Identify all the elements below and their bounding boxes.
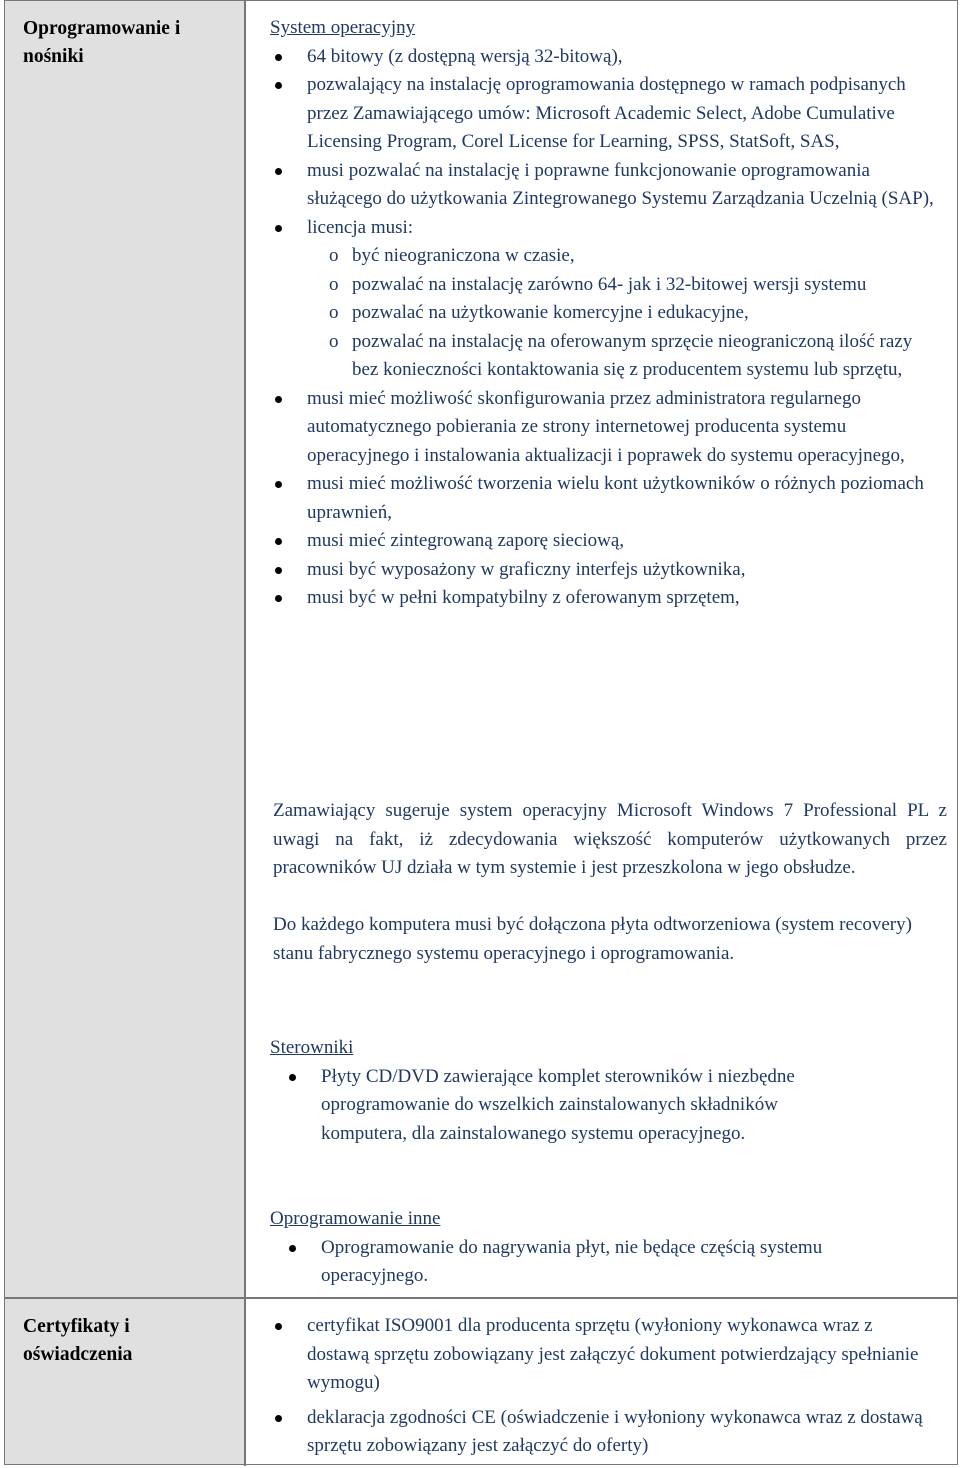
row-divider <box>4 1297 958 1299</box>
certificates-section <box>270 1312 925 1461</box>
list-item: Płyty CD/DVD zawierające komplet sterowników i niezbędne oprogramowanie do wszelkich zainstalowanych składników komputera, dla zainstalowanego systemu operacyjnego. <box>284 1063 870 1149</box>
certificates-list <box>270 1312 925 1461</box>
list-item: Oprogramowanie do nagrywania płyt, nie będące częścią systemu operacyjnego. <box>284 1234 910 1291</box>
drivers-heading: Sterowniki <box>270 1037 354 1058</box>
os-section <box>270 14 934 613</box>
sub-list-item: o pozwalać na instalację na oferowanym sprzęcie nieograniczoną ilość razy bez konieczności kontaktowania się z producentem systemu lub sprzętu, <box>329 330 913 380</box>
sub-list-item: o być nieograniczona w czasie, <box>329 245 575 266</box>
other-software-list <box>284 1234 910 1291</box>
list-item: musi być w pełni kompatybilny z oferowanym sprzętem, <box>270 584 934 613</box>
sub-list-item: o pozwalać na użytkowanie komercyjne i edukacyjne, <box>329 302 749 323</box>
sub-list-item: o pozwalać na instalację zarówno 64- jak i 32-bitowej wersji systemu <box>329 273 867 295</box>
os-recommendation-paragraph: Zamawiający sugeruje system operacyjny Microsoft Windows 7 Professional PL z uwagi na fakt, iż zdecydowania większość komputerów użytkowanych przez pracowników UJ działa w tym systemie i jest przeszkolona w jego obsłudze. <box>273 800 947 878</box>
list-item: musi mieć możliwość tworzenia wielu kont użytkowników o różnych poziomach uprawnień, <box>270 470 934 527</box>
list-item: licencja musi: o być nieograniczona w czasie, o pozwalać na instalację zarówno 64- jak i 32-bitowej wersji systemu o pozwalać na użytkowanie komercyjne i edukacyjne, o pozwalać na instalację na oferowanym sprzęcie nieograniczoną ilość razy bez konieczności kontaktowania się z producentem systemu lub sprzętu, <box>270 214 934 385</box>
list-item: deklaracja zgodności CE (oświadczenie i wyłoniony wykonawca wraz z dostawą sprzętu zobowiązany jest załączyć do oferty) <box>270 1404 925 1461</box>
os-heading: System operacyjny <box>270 17 416 38</box>
drivers-list <box>284 1063 870 1149</box>
list-item: pozwalający na instalację oprogramowania dostępnego w ramach podpisanych przez Zamawiającego umów: Microsoft Academic Select, Adobe Cumulative Licensing Program, Corel License for Learning, SPSS, StatSoft, SAS, <box>270 71 934 157</box>
drivers-section <box>270 1034 870 1148</box>
other-software-heading: Oprogramowanie inne <box>270 1208 441 1229</box>
license-sublist <box>307 242 934 385</box>
row-label-certificates: Certyfikaty i oświadczenia <box>23 1316 133 1365</box>
recovery-disc-paragraph: Do każdego komputera musi być dołączona płyta odtworzeniowa (system recovery) stanu fabrycznego systemu operacyjnego i oprogramowania. <box>273 914 912 964</box>
row-label-software: Oprogramowanie i nośniki <box>23 18 181 67</box>
list-item: musi być wyposażony w graficzny interfejs użytkownika, <box>270 556 934 585</box>
other-software-section <box>270 1205 910 1291</box>
list-item: certyfikat ISO9001 dla producenta sprzętu (wyłoniony wykonawca wraz z dostawą sprzętu zobowiązany jest załączyć dokument potwierdzający spełnianie wymogu) <box>270 1312 925 1398</box>
os-requirements-list <box>270 43 934 613</box>
list-item: musi mieć zintegrowaną zaporę sieciową, <box>270 527 934 556</box>
list-item: musi mieć możliwość skonfigurowania przez administratora regularnego automatycznego pobierania ze strony internetowej producenta systemu operacyjnego i instalowania aktualizacji i poprawek do systemu operacyjnego, <box>270 385 934 471</box>
list-item: 64 bitowy (z dostępną wersją 32-bitową), <box>270 43 934 72</box>
list-item: musi pozwalać na instalację i poprawne funkcjonowanie oprogramowania służącego do użytkowania Zintegrowanego Systemu Zarządzania Uczelnią (SAP), <box>270 157 934 214</box>
column-divider <box>244 0 246 1466</box>
